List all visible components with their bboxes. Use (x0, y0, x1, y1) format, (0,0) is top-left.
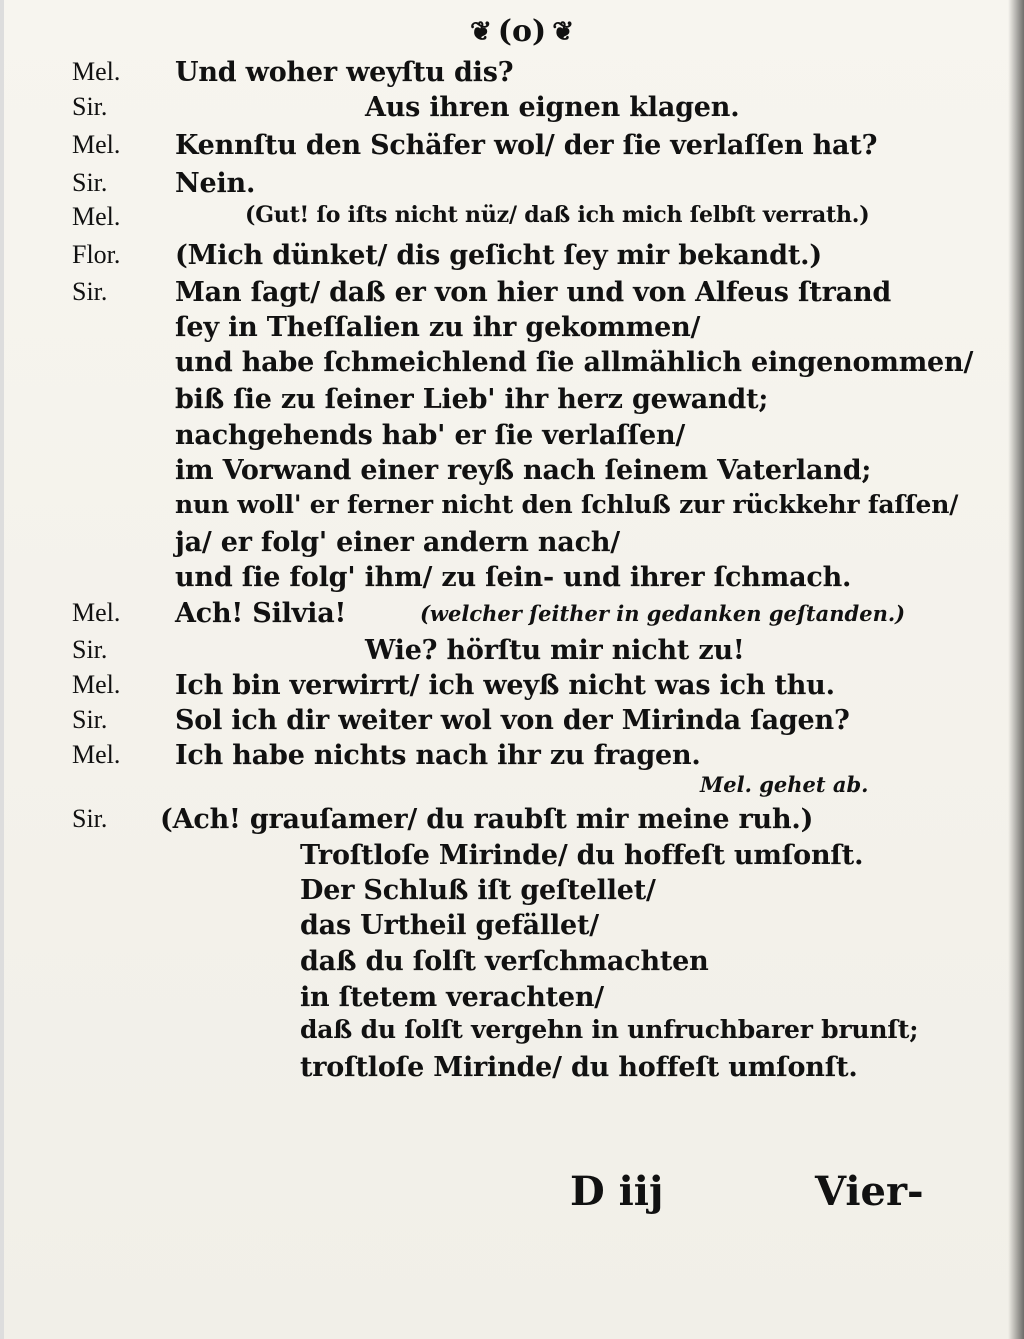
dialogue-line (0, 130, 1000, 166)
line-text: Und woher weyſtu dis? (175, 57, 514, 88)
dialogue-line (0, 92, 1000, 128)
speaker-label: Sir. (72, 168, 108, 197)
scan-shadow (1008, 0, 1024, 1339)
line-text: in ſtetem verachten/ (300, 982, 604, 1013)
line-text: ja/ er folg' einer andern nach/ (175, 527, 620, 558)
verse-line (0, 910, 1000, 946)
line-text: nun woll' er ferner nicht den ſchluß zur rückkehr faſſen/ (175, 490, 959, 519)
line-text: Nein. (175, 168, 256, 199)
line-text: (Ach! grauſamer/ du raubſt mir meine ruh.) (160, 804, 814, 835)
verse-line (0, 1052, 1000, 1088)
verse-line (0, 946, 1000, 982)
line-text: daß du ſolſt vergehn in unfruchbarer brunſt; (300, 1015, 919, 1044)
line-text: im Vorwand einer reyß nach ſeinem Vaterland; (175, 455, 872, 486)
dialogue-line (0, 740, 1000, 776)
line-text: das Urtheil gefället/ (300, 910, 599, 941)
stage-direction-row (0, 772, 1000, 808)
speaker-label: Mel. (72, 202, 121, 231)
dialogue-line (0, 168, 1000, 204)
verse-line (0, 982, 1000, 1018)
ornament-right-icon: ❦ (552, 16, 574, 47)
dialogue-line (0, 804, 1000, 840)
speaker-label: Flor. (72, 240, 121, 269)
dialogue-line (0, 527, 1000, 563)
line-text: Der Schluß iſt geſtellet/ (300, 875, 656, 906)
dialogue-line (0, 490, 1000, 526)
page-marker: (o) (497, 14, 547, 49)
line-text: Sol ich dir weiter wol von der Mirinda ſagen? (175, 705, 850, 736)
line-text: troſtloſe Mirinde/ du hoffeſt umſonſt. (300, 1052, 858, 1083)
speaker-label: Mel. (72, 57, 121, 86)
dialogue-line (0, 202, 1000, 238)
verse-line (0, 840, 1000, 876)
line-text: (Gut! ſo iſts nicht nüz/ daß ich mich ſelbſt verrath.) (245, 202, 870, 228)
stage-direction: (welcher ſeither in gedanken geſtanden.) (420, 601, 906, 626)
line-text: nachgehends hab' er ſie verlaſſen/ (175, 420, 686, 451)
page-header (470, 14, 670, 49)
line-text: und habe ſchmeichlend ſie allmählich eingenommen/ (175, 347, 974, 378)
line-text: und ſie folg' ihm/ zu ſein- und ihrer ſchmach. (175, 562, 852, 593)
dialogue-line (0, 598, 1000, 634)
speaker-label: Sir. (72, 92, 108, 121)
dialogue-line (0, 347, 1000, 383)
speaker-label: Mel. (72, 130, 121, 159)
dialogue-line (0, 384, 1000, 420)
line-text: Ich bin verwirrt/ ich weyß nicht was ich thu. (175, 670, 835, 701)
speaker-label: Sir. (72, 635, 108, 664)
dialogue-line (0, 562, 1000, 598)
speaker-label: Sir. (72, 277, 108, 306)
dialogue-line (0, 455, 1000, 491)
ornament-left-icon: ❦ (470, 16, 492, 47)
line-text: Kennſtu den Schäfer wol/ der ſie verlaſſen hat? (175, 130, 878, 161)
line-text: biß ſie zu ſeiner Lieb' ihr herz gewandt; (175, 384, 769, 415)
dialogue-line (0, 635, 1000, 671)
speaker-label: Mel. (72, 598, 121, 627)
speaker-label: Sir. (72, 705, 108, 734)
line-text: Wie? hörſtu mir nicht zu! (365, 635, 745, 666)
dialogue-line (0, 312, 1000, 348)
speaker-label: Mel. (72, 740, 121, 769)
signature-mark: D iij (570, 1168, 664, 1215)
dialogue-line (0, 57, 1000, 93)
speaker-label: Mel. (72, 670, 121, 699)
line-text: daß du ſolſt verſchmachten (300, 946, 709, 977)
exit-direction: Mel. gehet ab. (700, 772, 869, 797)
speaker-label: Sir. (72, 804, 108, 833)
line-text: Man ſagt/ daß er von hier und von Alfeus ſtrand (175, 277, 892, 308)
dialogue-line (0, 240, 1000, 276)
catchword: Vier- (815, 1168, 924, 1215)
dialogue-line (0, 277, 1000, 313)
line-text: Ach! Silvia! (175, 598, 347, 629)
verse-line (0, 1015, 1000, 1051)
dialogue-line (0, 420, 1000, 456)
line-text: ſey in Theſſalien zu ihr gekommen/ (175, 312, 701, 343)
line-text: Troſtloſe Mirinde/ du hoffeſt umſonſt. (300, 840, 864, 871)
line-text: Aus ihren eignen klagen. (365, 92, 740, 123)
dialogue-line (0, 670, 1000, 706)
line-text: (Mich dünket/ dis geſicht ſey mir bekandt.) (175, 240, 822, 271)
dialogue-line (0, 705, 1000, 741)
verse-line (0, 875, 1000, 911)
line-text: Ich habe nichts nach ihr zu fragen. (175, 740, 701, 771)
